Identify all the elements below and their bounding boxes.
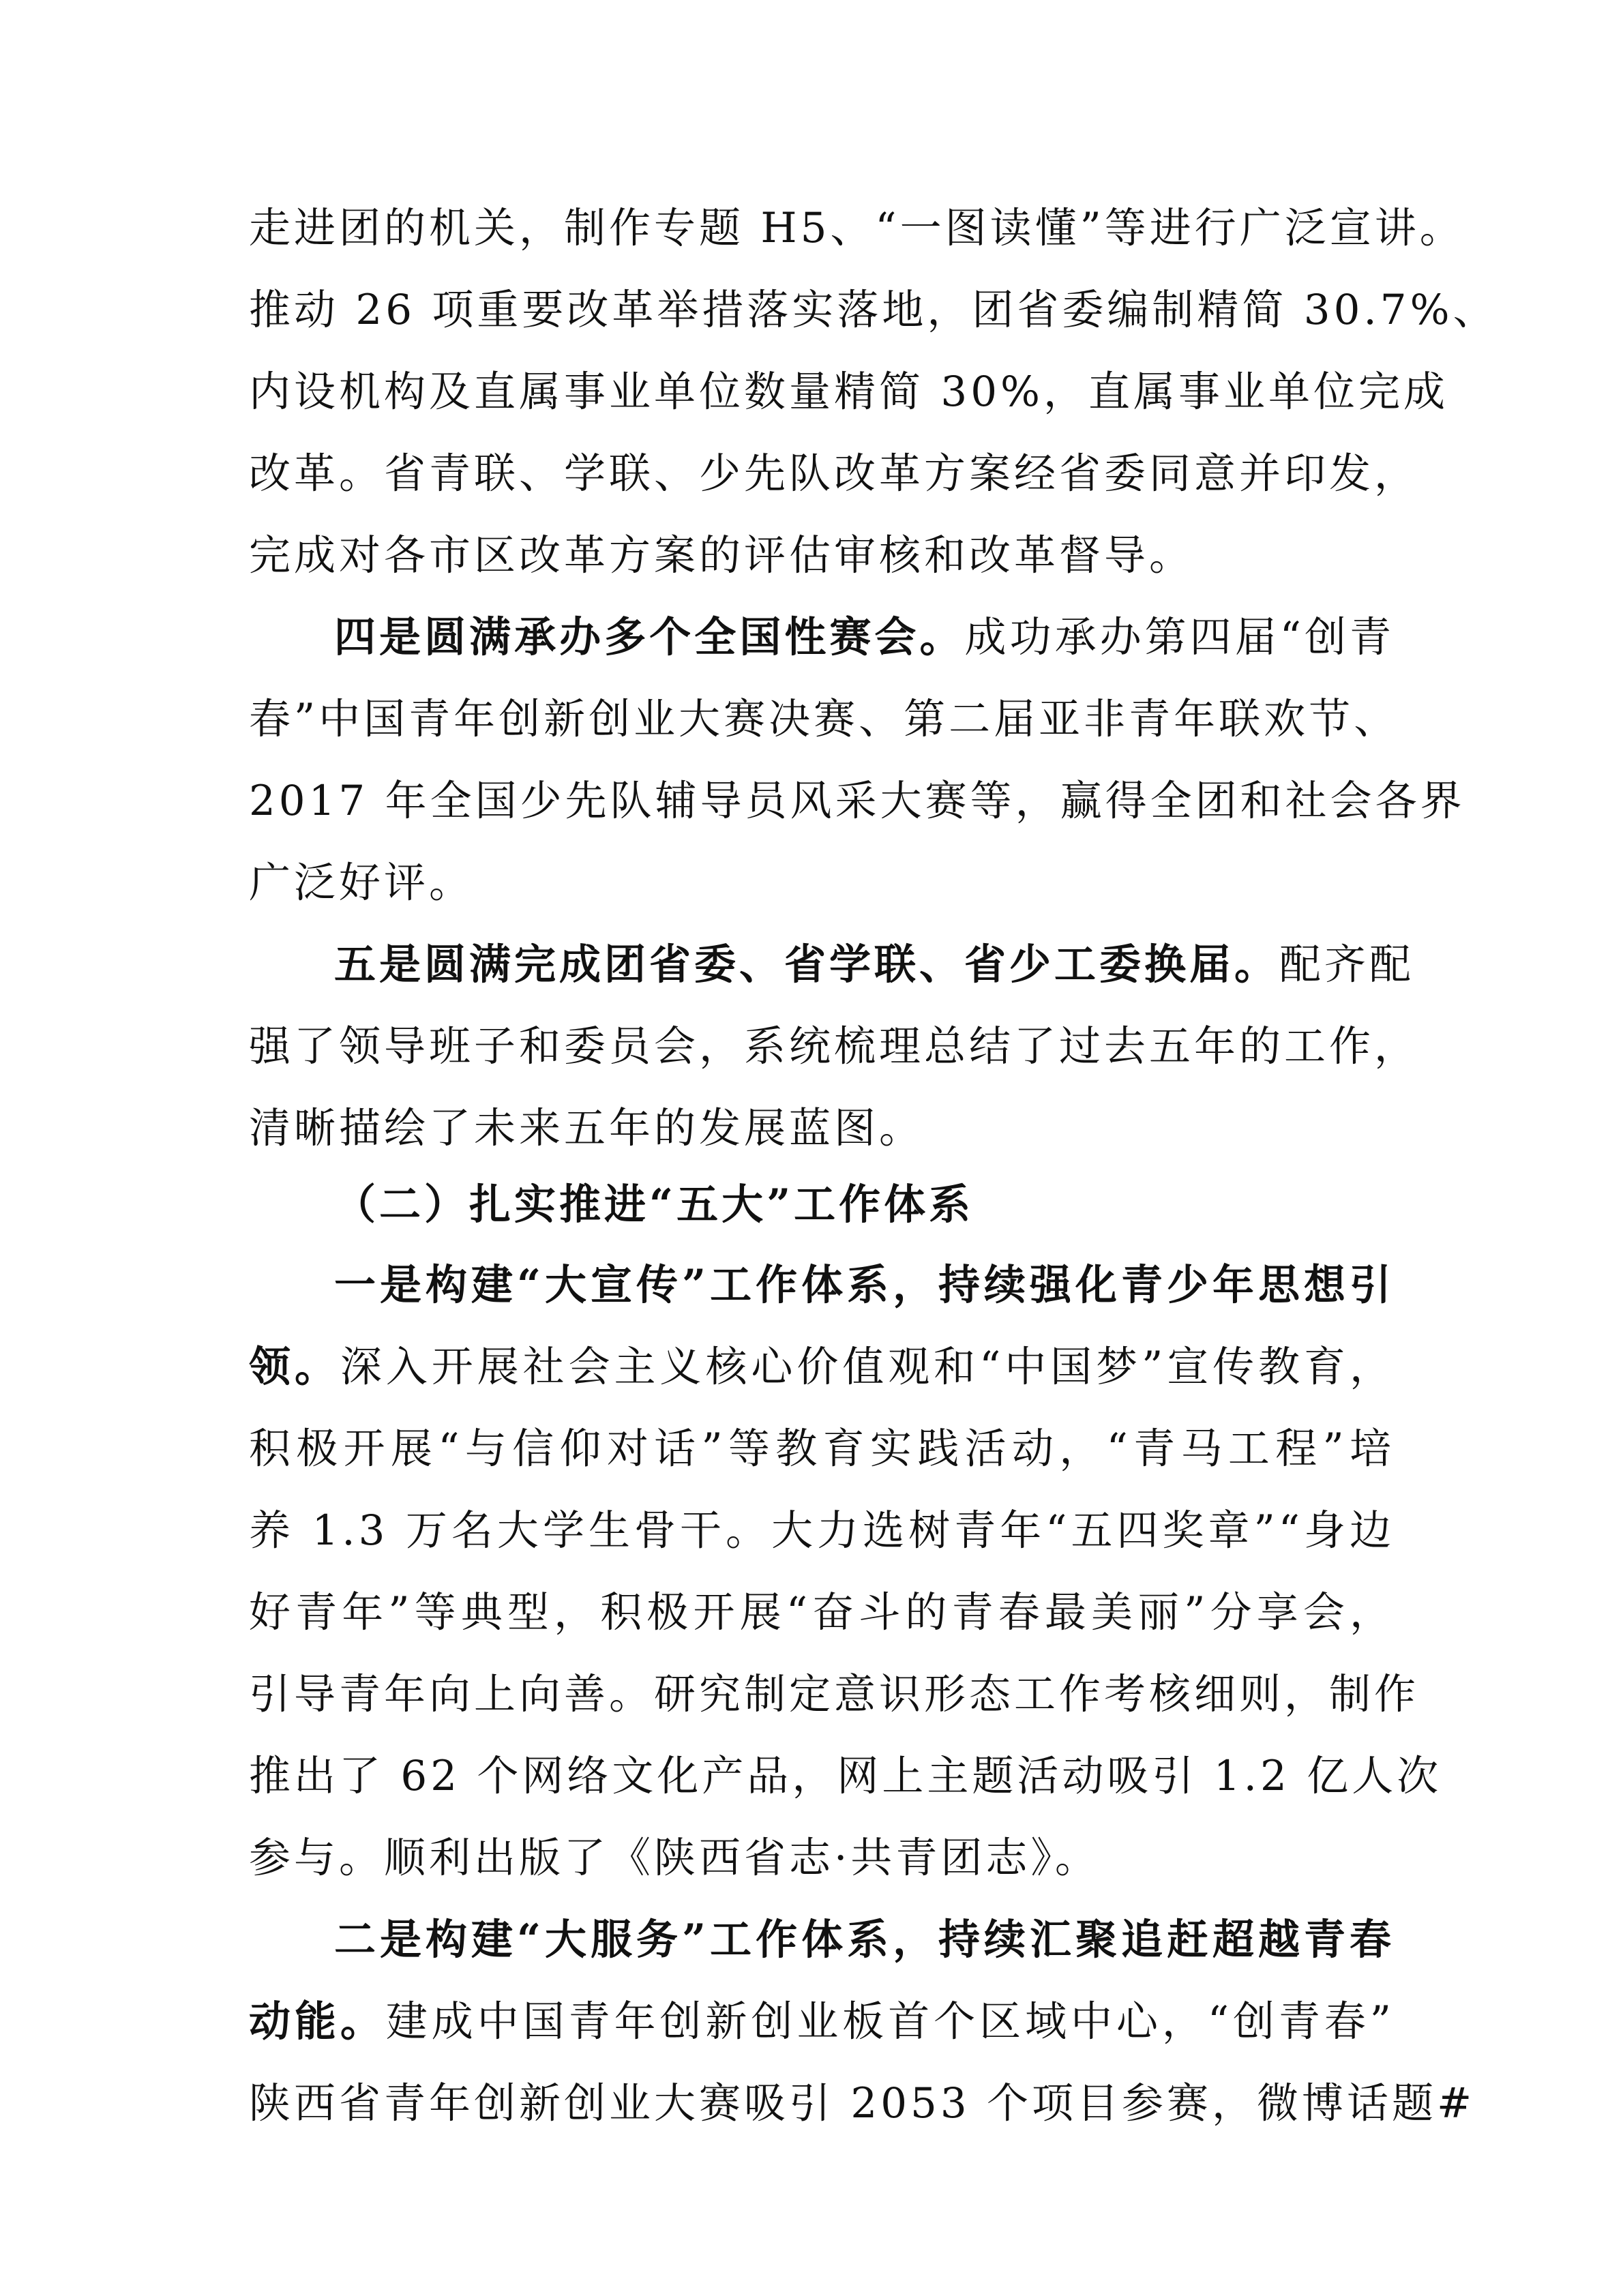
text-run: 引导青年向上向善。研究制定意识形态工作考核细则，制作 — [249, 1670, 1420, 1718]
text-run: 春”中国青年创新创业大赛决赛、第二届亚非青年联欢节、 — [249, 695, 1399, 743]
text-run: 参与。顺利出版了《陕西省志·共青团志》。 — [249, 1834, 1100, 1882]
paragraph-heading: 动能。 — [249, 1997, 386, 2046]
text-run: 广泛好评。 — [249, 859, 475, 907]
paragraph-heading: 一是构建“大宣传”工作体系，持续强化青少年思想引 — [334, 1261, 1395, 1309]
paragraph-line — [249, 1654, 1420, 1735]
paragraph-line — [249, 1736, 1442, 1817]
text-run: 成功承办第四届“创青 — [964, 613, 1395, 661]
paragraph-line — [334, 597, 1395, 678]
paragraph-line — [249, 188, 1465, 269]
paragraph-line — [249, 516, 1395, 596]
text-run: 完成对各市区改革方案的评估审核和改革督导。 — [249, 531, 1195, 580]
text-run: 走进团的机关，制作专题 H5、“一图读懂”等进行广泛宣讲。 — [249, 204, 1465, 252]
paragraph-line — [249, 1327, 1395, 1407]
text-run: 配齐配 — [1279, 940, 1415, 989]
paragraph-line — [249, 270, 1498, 351]
text-run: 陕西省青年创新创业大赛吸引 2053 个项目参赛，微博话题# — [249, 2079, 1476, 2128]
paragraph-heading: 领。 — [249, 1343, 340, 1391]
text-run: 内设机构及直属事业单位数量精简 30%，直属事业单位完成 — [249, 368, 1448, 416]
paragraph-line — [334, 925, 1415, 1005]
paragraph-heading: 五是圆满完成团省委、省学联、省少工委换届。 — [334, 940, 1280, 989]
paragraph-line — [334, 1900, 1395, 1980]
paragraph-heading: 四是圆满承办多个全国性赛会。 — [334, 613, 965, 661]
paragraph-line — [249, 1982, 1395, 2062]
section-heading-text: （二）扎实推进“五大”工作体系 — [334, 1180, 974, 1229]
paragraph-line — [249, 2063, 1476, 2144]
text-run: 积极开展“与信仰对话”等教育实践活动，“青马工程”培 — [249, 1425, 1395, 1473]
text-run: 清晰描绘了未来五年的发展蓝图。 — [249, 1104, 925, 1152]
text-run: 建成中国青年创新创业板首个区域中心，“创青春” — [385, 1997, 1395, 2046]
paragraph-line — [249, 1572, 1395, 1653]
paragraph-line — [334, 1245, 1395, 1326]
text-run: 推出了 62 个网络文化产品，网上主题活动吸引 1.2 亿人次 — [249, 1752, 1442, 1800]
paragraph-line — [249, 1409, 1395, 1489]
text-run: 推动 26 项重要改革举措落实落地，团省委编制精简 30.7%、 — [249, 286, 1498, 334]
paragraph-line — [249, 843, 1395, 923]
text-run: 2017 年全国少先队辅导员风采大赛等，赢得全团和社会各界 — [249, 777, 1465, 825]
paragraph-heading: 二是构建“大服务”工作体系，持续汇聚追赶超越青春 — [334, 1915, 1395, 1964]
text-run: 好青年”等典型，积极开展“奋斗的青春最美丽”分享会， — [249, 1588, 1395, 1637]
section-heading — [334, 1165, 974, 1245]
text-run: 强了领导班子和委员会，系统梳理总结了过去五年的工作， — [249, 1022, 1420, 1071]
paragraph-line — [249, 1088, 1395, 1169]
text-run: 养 1.3 万名大学生骨干。大力选树青年“五四奖章”“身边 — [249, 1506, 1395, 1555]
paragraph-line — [249, 1818, 1395, 1898]
paragraph-line — [249, 761, 1465, 841]
paragraph-line — [249, 679, 1399, 760]
text-run: 改革。省青联、学联、少先队改革方案经省委同意并印发， — [249, 449, 1420, 498]
text-run: 深入开展社会主义核心价值观和“中国梦”宣传教育， — [340, 1343, 1395, 1391]
paragraph-line — [249, 352, 1448, 432]
paragraph-line — [249, 1491, 1395, 1571]
paragraph-line — [249, 434, 1420, 514]
paragraph-line — [249, 1007, 1420, 1087]
